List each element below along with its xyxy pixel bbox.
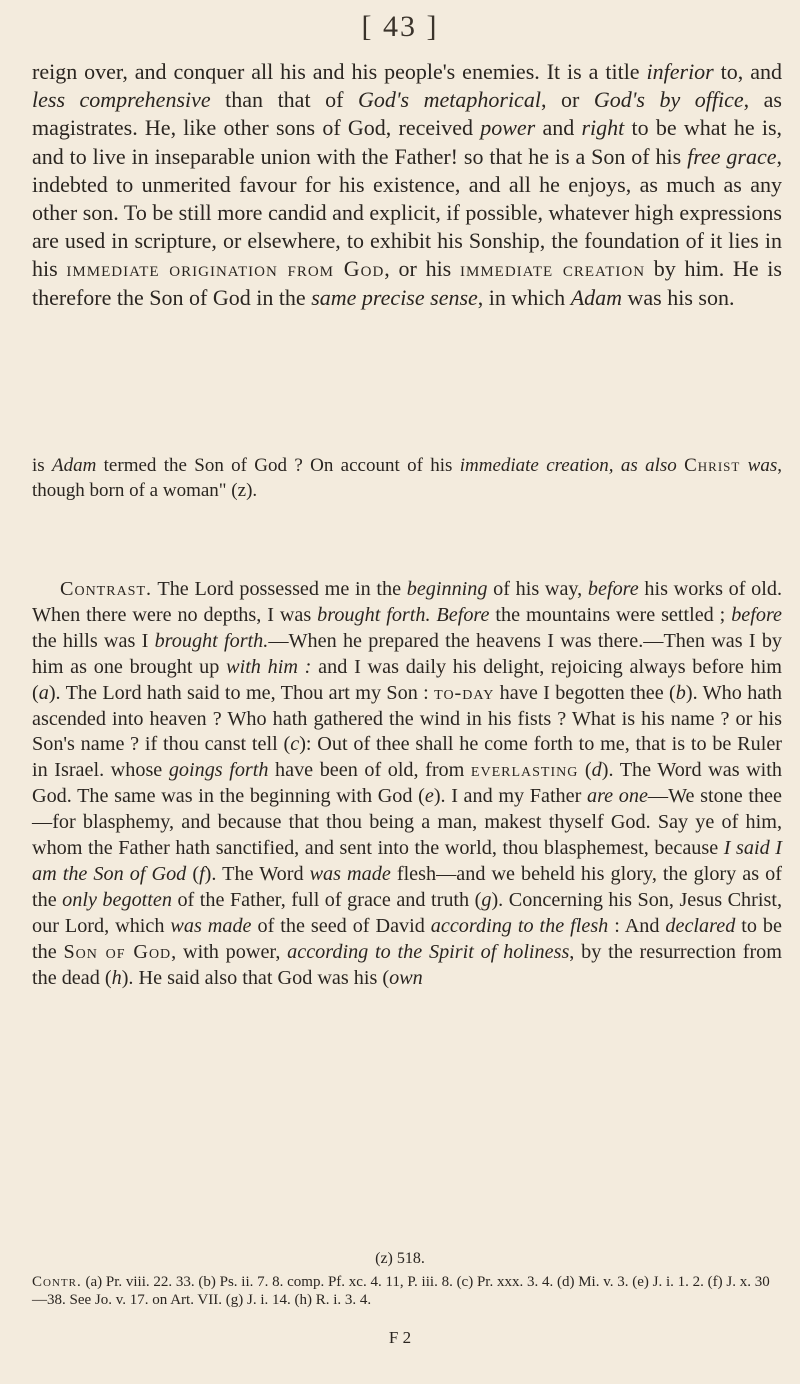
text-run: ). I and my Father: [433, 785, 587, 808]
italic-run: b: [675, 681, 686, 704]
paragraph-contrast: [32, 577, 782, 992]
paragraph-quote-adam: [32, 453, 782, 503]
italic-run: Adam: [52, 455, 97, 476]
italic-run: before: [587, 578, 639, 600]
text-run: and: [535, 115, 582, 141]
text-run: (: [186, 862, 200, 885]
italic-run: free grace: [687, 143, 777, 169]
italic-run: brought forth. Before: [317, 603, 490, 626]
italic-run: beginning: [406, 578, 488, 600]
text-run: , or his: [384, 256, 460, 282]
italic-run: Adam: [570, 284, 623, 310]
text-run: The Lord possessed me in the: [152, 578, 407, 600]
italic-run: h: [111, 966, 122, 989]
italic-run: I said I am the Son of God: [32, 837, 782, 885]
text-run: , or: [540, 87, 594, 113]
section-label: Contrast.: [60, 578, 153, 600]
italic-run: inferior: [646, 59, 714, 84]
text-run: to be what he is, and to live in inseparable union with the Father! so that he is a Son of his: [32, 115, 783, 169]
small-caps-run: Christ: [684, 455, 741, 476]
small-caps-run: everlasting: [470, 759, 579, 782]
small-caps-run: immediate creation: [459, 256, 646, 282]
italic-run: c: [290, 733, 300, 756]
text-run: ). Concerning his Son, Jesus Christ, our Lord, which: [32, 888, 782, 937]
text-run: by him. He is therefore the Son of God in the: [32, 256, 782, 310]
italic-run: only begotten: [62, 888, 172, 911]
text-run: : And: [608, 914, 666, 937]
text-run: termed the Son of God ? On account of his: [96, 455, 460, 476]
text-run: was his son.: [622, 284, 735, 310]
text-run: [740, 455, 747, 476]
text-run: ). The Word: [204, 862, 310, 885]
italic-run: less comprehensive: [32, 87, 211, 113]
text-run: have I begotten thee (: [494, 681, 676, 704]
text-run: , in which: [477, 284, 571, 310]
text-run: ). He said also that God was his (: [121, 966, 390, 989]
text-run: ): Out of thee shall he come forth to me, that is to be Ruler in Israel. whose: [32, 733, 783, 782]
italic-run: immediate creation, as also: [459, 455, 677, 476]
text-run: the mountains were settled ;: [489, 603, 732, 626]
italic-run: God's metaphorical: [357, 87, 541, 113]
italic-run: was: [747, 455, 778, 476]
text-run: (: [578, 759, 592, 782]
text-run: the hills was I: [32, 629, 155, 652]
italic-run: are one: [586, 785, 648, 808]
text-run: than that of: [210, 87, 358, 113]
italic-run: a: [38, 681, 49, 704]
paragraph-sonship: [32, 58, 782, 312]
text-run: ). The Lord hath said to me, Thou art my Son :: [48, 681, 435, 704]
italic-run: power: [480, 115, 536, 141]
text-run: of the Father, full of grace and truth (: [171, 888, 482, 911]
italic-run: brought forth.: [154, 629, 269, 652]
italic-run: before: [731, 603, 783, 626]
text-run: , with power,: [171, 940, 288, 963]
italic-run: d: [591, 759, 602, 782]
italic-run: with him :: [226, 655, 312, 678]
italic-run: right: [581, 115, 625, 141]
italic-run: g: [481, 888, 492, 911]
italic-run: according to the Spirit of holiness: [287, 940, 570, 963]
text-run: flesh—and we beheld his glory, the glory as of the: [32, 862, 782, 911]
text-run: is: [32, 455, 52, 476]
text-run: have been of old, from: [268, 759, 471, 782]
text-run: [677, 455, 684, 476]
text-run: ). The Word was with God. The same was in the beginning with God (: [32, 759, 782, 808]
text-run: and I was daily his delight, rejoicing always before him (: [32, 655, 783, 704]
footnotes: [32, 1273, 782, 1309]
page-number: [ 43 ]: [361, 10, 439, 43]
text-run: , though born of a woman" (z).: [32, 455, 782, 501]
text-run: to be the: [32, 914, 782, 963]
italic-run: according to the flesh: [430, 914, 609, 937]
italic-run: own: [389, 966, 423, 989]
small-caps-run: Son of God: [63, 940, 172, 963]
italic-run: e: [424, 785, 434, 808]
italic-run: goings forth: [168, 759, 269, 782]
text-run: ). Who hath ascended into heaven ? Who hath gathered the wind in his fists ? What is his name ? or his Son's name ? if thou canst tell (: [32, 681, 782, 756]
italic-run: God's by office: [593, 87, 744, 113]
footnote-marker: (z) 518.: [375, 1250, 425, 1267]
text-run: , by the resurrection from the dead (: [32, 940, 782, 989]
text-run: to, and: [713, 59, 782, 84]
signature-mark: F 2: [388, 1328, 412, 1347]
italic-run: was made: [170, 914, 252, 937]
text-run: his works of old. When there were no depths, I was: [32, 578, 782, 626]
footnote-label: Contr.: [32, 1274, 82, 1290]
italic-run: same precise sense: [311, 284, 478, 310]
text-run: of his way,: [487, 578, 588, 600]
text-run: reign over, and conquer all his and his people's enemies. It is a title: [32, 59, 647, 84]
text-run: —We stone thee—for blasphemy, and because that thou being a man, makest thyself God. Say ye of him, whom the Father hath sanctified, and sent into the world, thou blasphemest, because: [32, 785, 782, 860]
text-run: —When he prepared the heavens I was there.—Then was I by him as one brought up: [32, 629, 783, 678]
italic-run: f: [199, 862, 205, 885]
small-caps-run: to-day: [434, 681, 495, 704]
text-run: , indebted to unmerited favour for his existence, and all he enjoys, as much as any other son. To be still more candid and explicit, if possible, whatever high expressions are used in scripture, or elsewhere, to exhibit his Sonship, the foundation of it lies in his: [32, 143, 782, 282]
text-run: , as magistrates. He, like other sons of God, received: [32, 87, 782, 141]
small-caps-run: immediate origination from God: [66, 256, 385, 282]
italic-run: declared: [665, 914, 736, 937]
footnote-text: (a) Pr. viii. 22. 33. (b) Ps. ii. 7. 8. comp. Pf. xc. 4. 11, P. iii. 8. (c) Pr. xxx. 3. 4. (d) Mi. v. 3. (e) J. i. 1. 2. (f) J. x. 30—38. See Jo. v. 17. on Art. VII. (g) J. i. 14. (h) R. i. 3. 4.: [32, 1274, 770, 1309]
text-run: of the seed of David: [251, 914, 431, 937]
italic-run: was made: [309, 862, 391, 885]
